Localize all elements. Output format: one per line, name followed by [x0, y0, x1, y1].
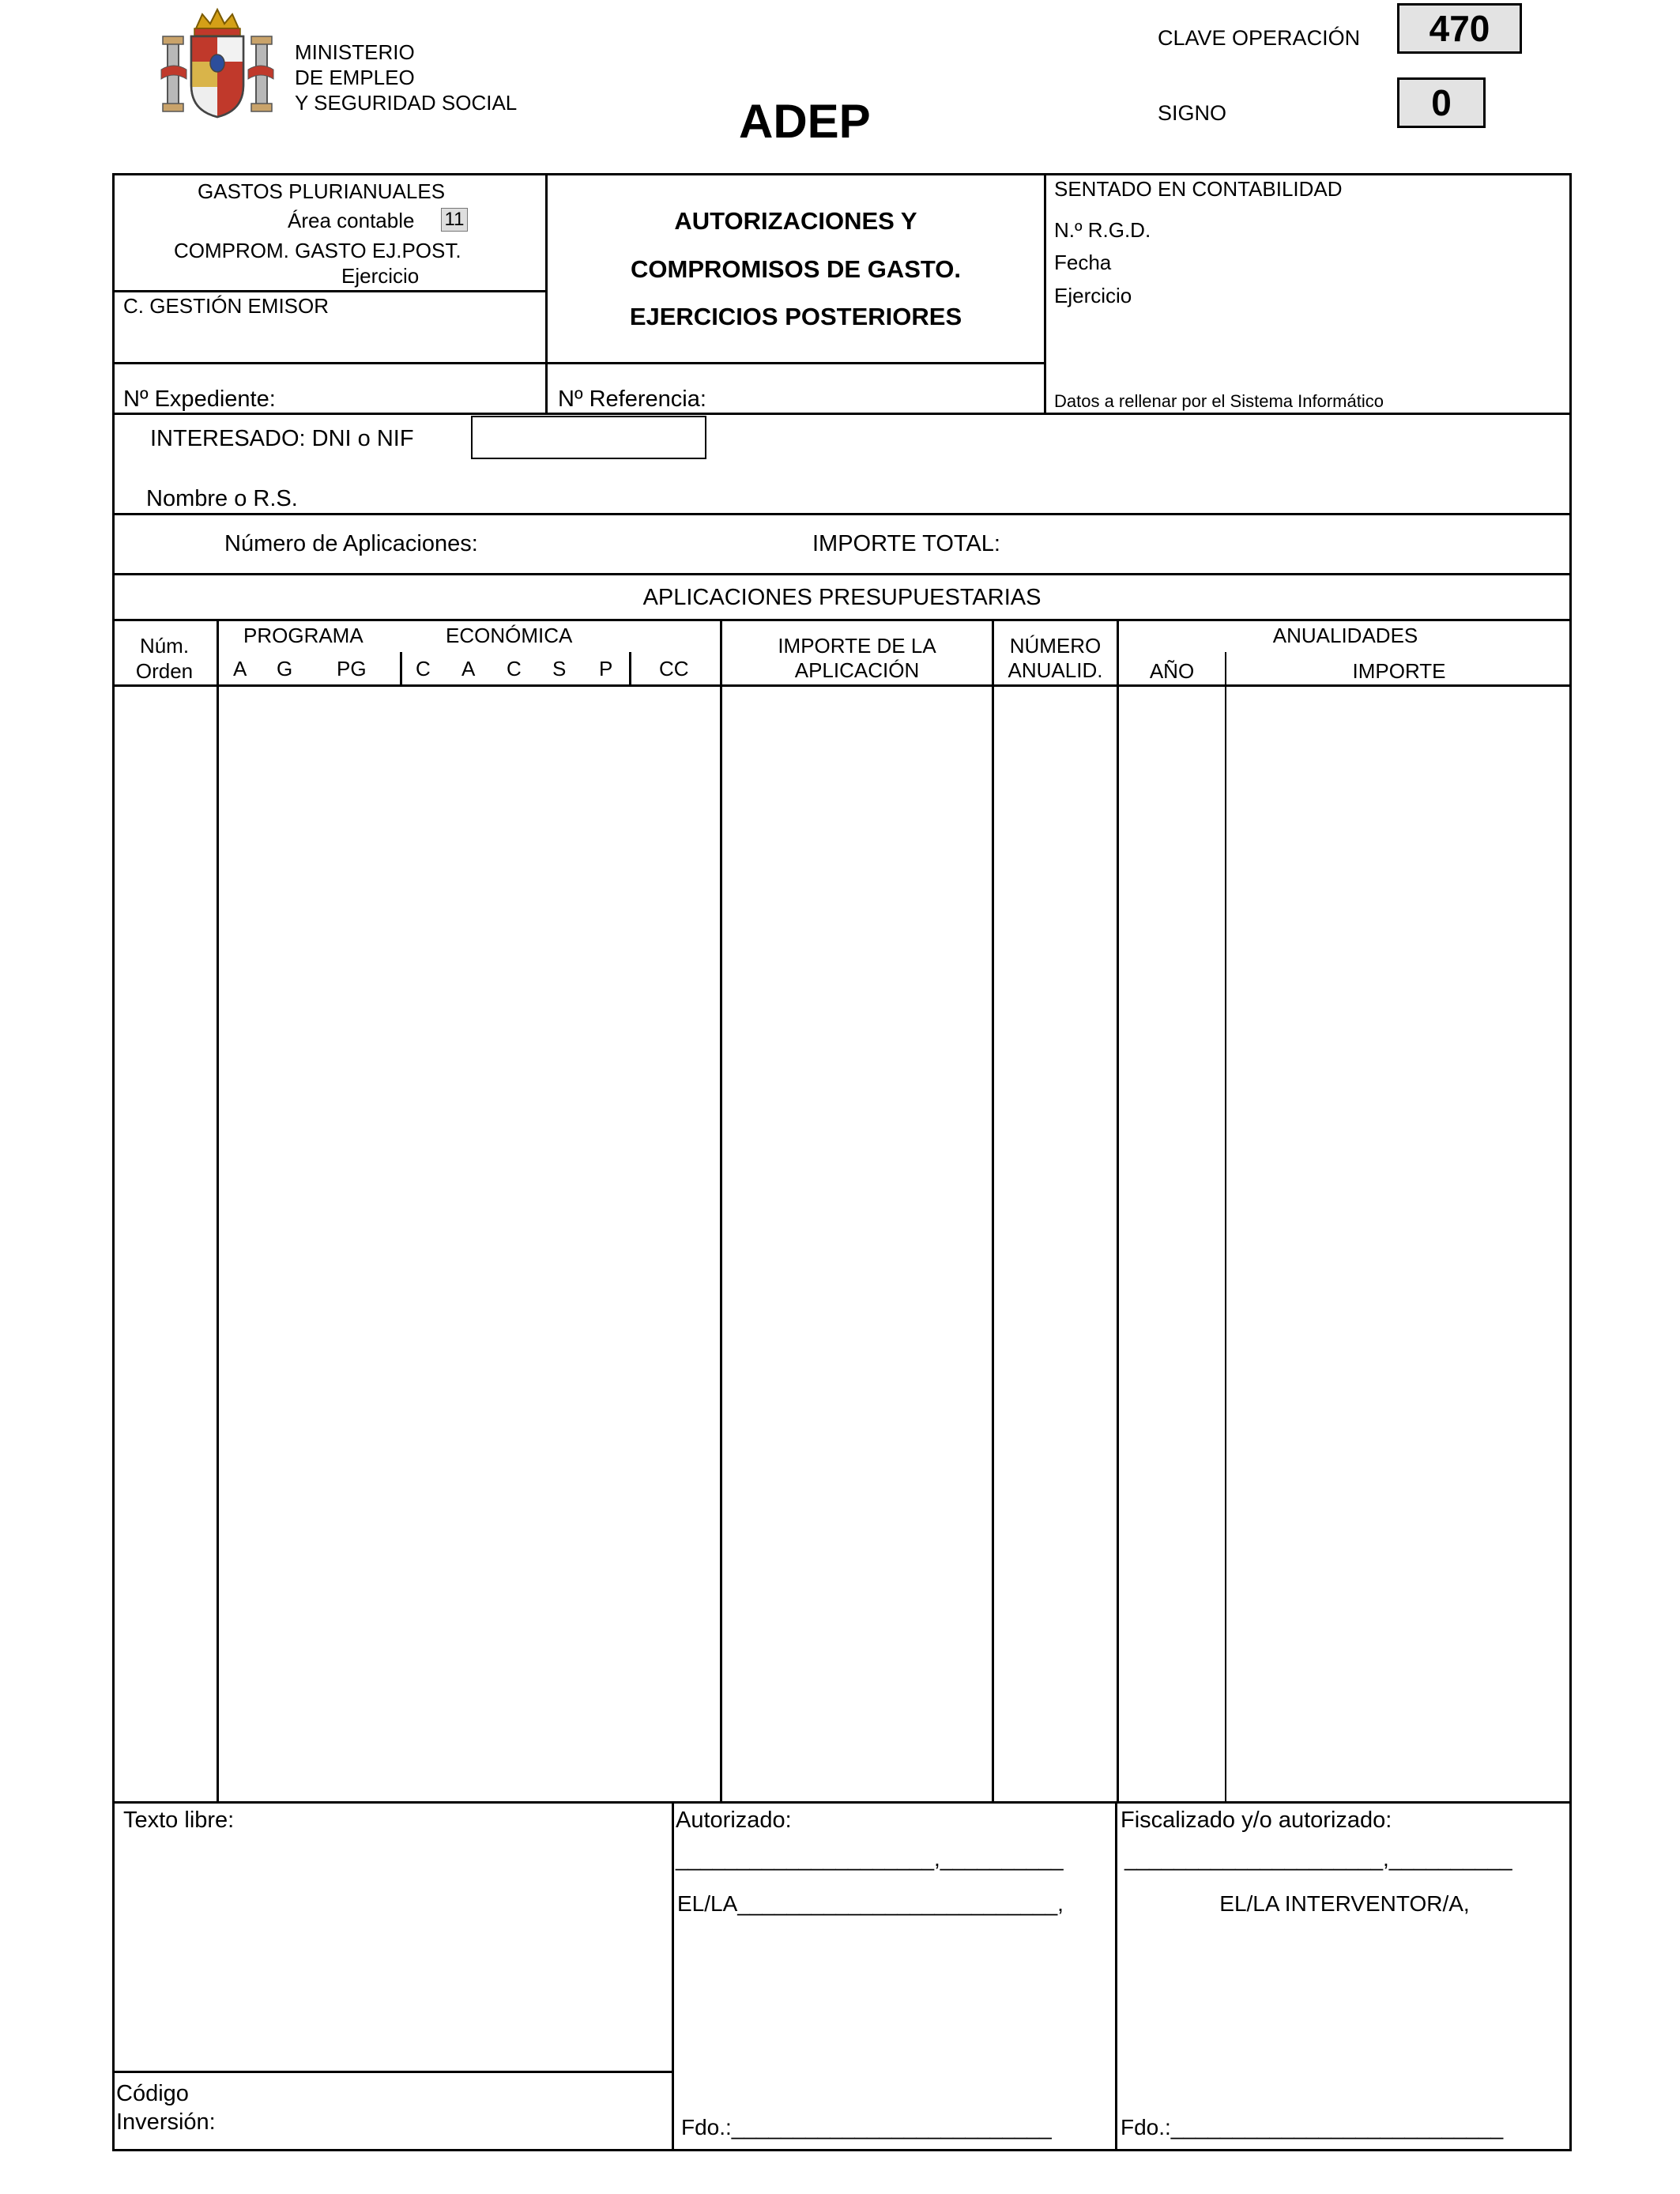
title-line-2: COMPROMISOS DE GASTO. — [631, 255, 961, 283]
col-divider — [1225, 652, 1226, 1804]
importe-aplicacion-header-2: APLICACIÓN — [794, 658, 920, 682]
clave-operacion-label: CLAVE OPERACIÓN — [1158, 26, 1361, 50]
programa-pg: PG — [337, 657, 367, 680]
divider — [112, 1801, 1572, 1804]
num-orden-header-1: Núm. — [139, 634, 190, 658]
dni-nif-label: INTERESADO: DNI o NIF — [150, 426, 414, 451]
dni-nif-field[interactable] — [471, 416, 706, 459]
ejercicio-label: Ejercicio — [341, 264, 420, 288]
importe-total-label: IMPORTE TOTAL: — [812, 531, 1000, 556]
fiscalizado-fdo-line[interactable]: Fdo.:___________________________ — [1121, 2115, 1504, 2139]
economica-c: C — [416, 657, 431, 680]
title-line-3: EJERCICIOS POSTERIORES — [629, 303, 962, 330]
anio-header: AÑO — [1149, 659, 1195, 683]
programa-g: G — [277, 657, 293, 680]
sistema-informatico-note: Datos a rellenar por el Sistema Informático — [1054, 391, 1384, 411]
numero-anualid-header-1: NÚMERO — [1009, 634, 1102, 658]
importe-header: IMPORTE — [1352, 659, 1446, 683]
nombre-rs-label: Nombre o R.S. — [146, 486, 298, 511]
divider — [112, 573, 1572, 575]
divider — [1044, 173, 1046, 414]
autorizado-fdo-line[interactable]: Fdo.:__________________________ — [681, 2115, 1052, 2139]
ministry-line-2: DE EMPLEO — [295, 66, 415, 89]
footer-divider — [112, 2071, 674, 2073]
economica-a: A — [461, 657, 476, 680]
col-divider — [992, 619, 994, 1804]
anualidades-header: ANUALIDADES — [1272, 624, 1418, 647]
sub-divider — [400, 652, 402, 684]
fecha-label: Fecha — [1054, 251, 1112, 274]
numero-anualid-header-2: ANUALID. — [1008, 658, 1103, 682]
economica-c2: C — [507, 657, 522, 680]
comprom-gasto-label: COMPROM. GASTO EJ.POST. — [174, 239, 461, 262]
coat-of-arms-icon — [158, 6, 277, 121]
footer-divider — [1115, 1801, 1117, 2151]
autorizado-place-line[interactable]: _____________________,__________ — [676, 1846, 1064, 1871]
divider — [112, 684, 1572, 687]
interventor-label: EL/LA INTERVENTOR/A, — [1219, 1891, 1470, 1916]
codigo-label: Código — [116, 2081, 189, 2106]
aplicaciones-title: APLICACIONES PRESUPUESTARIAS — [642, 585, 1042, 610]
sub-divider — [629, 652, 631, 684]
area-contable-value: 11 — [441, 208, 468, 232]
fiscalizado-place-line[interactable]: _____________________,__________ — [1124, 1846, 1512, 1871]
divider — [112, 290, 548, 292]
economica-s: S — [552, 657, 567, 680]
autorizado-ella-line[interactable]: EL/LA__________________________, — [677, 1891, 1064, 1916]
gastos-plurianuales: GASTOS PLURIANUALES — [198, 179, 446, 203]
signo-value: 0 — [1397, 77, 1486, 128]
footer-divider — [672, 1801, 674, 2151]
sentado-contabilidad-label: SENTADO EN CONTABILIDAD — [1054, 177, 1343, 201]
rgd-label: N.º R.G.D. — [1054, 218, 1151, 242]
title-line-1: AUTORIZACIONES Y — [674, 207, 917, 235]
programa-a: A — [233, 657, 247, 680]
divider — [112, 362, 1046, 364]
gestion-emisor-label: C. GESTIÓN EMISOR — [123, 294, 330, 318]
num-aplicaciones-label: Número de Aplicaciones: — [224, 531, 478, 556]
inversion-label: Inversión: — [116, 2109, 216, 2135]
ejercicio-contab-label: Ejercicio — [1054, 284, 1132, 307]
clave-operacion-value: 470 — [1397, 3, 1522, 54]
col-divider — [217, 619, 219, 1804]
divider — [112, 413, 1572, 415]
texto-libre-label: Texto libre: — [123, 1808, 235, 1833]
ministry-line-3: Y SEGURIDAD SOCIAL — [295, 91, 518, 115]
col-divider — [1117, 619, 1119, 1804]
form-code: ADEP — [739, 95, 871, 148]
expediente-label: Nº Expediente: — [123, 386, 276, 412]
signo-label: SIGNO — [1158, 101, 1227, 125]
col-divider — [720, 619, 722, 1804]
fiscalizado-label: Fiscalizado y/o autorizado: — [1121, 1808, 1392, 1833]
area-contable-label: Área contable — [288, 209, 415, 232]
economica-p: P — [599, 657, 613, 680]
programa-header: PROGRAMA — [243, 624, 363, 647]
importe-aplicacion-header-1: IMPORTE DE LA — [778, 634, 936, 658]
economica-header: ECONÓMICA — [446, 624, 573, 647]
divider — [112, 513, 1572, 515]
autorizado-label: Autorizado: — [676, 1808, 792, 1833]
ministry-line-1: MINISTERIO — [295, 40, 415, 64]
referencia-label: Nº Referencia: — [558, 386, 706, 412]
cc-header: CC — [659, 657, 689, 680]
divider — [112, 619, 1572, 621]
num-orden-header-2: Orden — [135, 659, 194, 683]
